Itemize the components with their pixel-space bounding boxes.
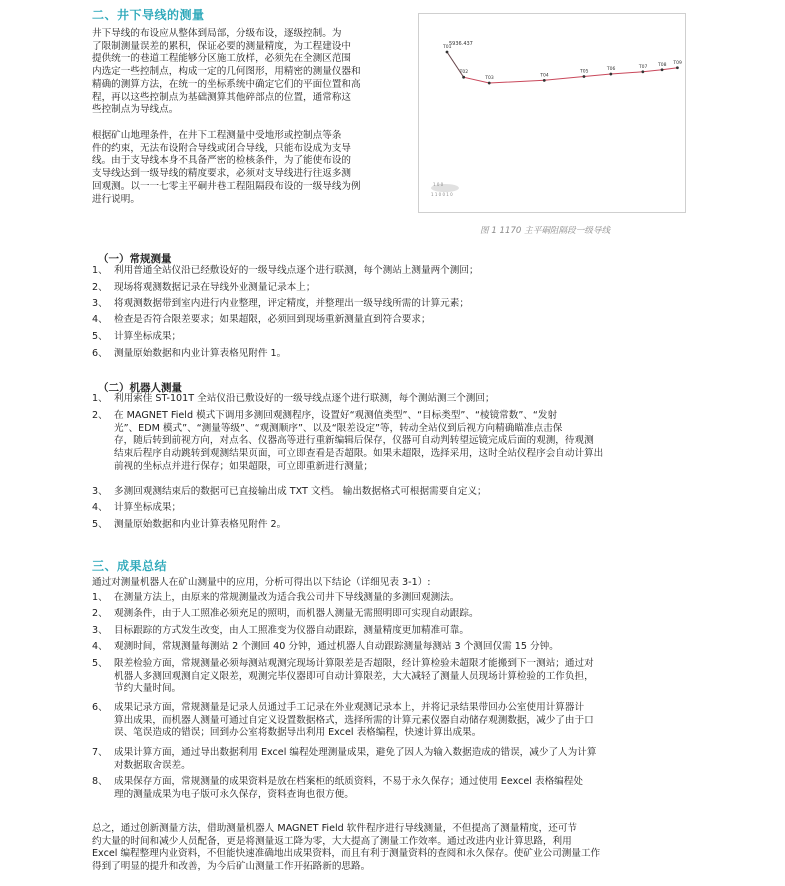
text-line: 目标跟踪的方式发生改变，由人工照准变为仪器自动跟踪，测量精度更加精准可靠。 (114, 625, 469, 636)
list-text (92, 776, 702, 801)
text-line: 对数据取舍误差。 (114, 759, 191, 771)
list-number: 1、 (92, 393, 108, 404)
list-text (92, 747, 702, 772)
text-line: 限差检验方面，常规测量必须每测站观测完现场计算限差是否超限，经计算检验未超限才能搬到下一测站；通过对 (114, 658, 594, 669)
traverse-point (583, 75, 586, 78)
list-item (92, 641, 702, 654)
list-text (92, 298, 702, 311)
text-line: 利用普通全站仪沿已经敷设好的一级导线点逐个进行联测，每个测站上测量两个测回； (114, 265, 479, 276)
list-text (92, 410, 702, 474)
text-line: 程，再以这些控制点为基础测算其他碎部点的位置，通常称这 (92, 91, 352, 103)
traverse-point-label: T09 (673, 60, 682, 66)
list-text (92, 608, 702, 621)
list-number: 3、 (92, 625, 108, 636)
list-number: 2、 (92, 282, 108, 293)
text-line: 了限制测量误差的累积，保证必要的测量精度，为工程建设中 (92, 40, 352, 52)
text-line: 回观测。以一一七零主平硐井巷工程阻隔段布设的一级导线为例 (92, 180, 361, 192)
text-line: 在测量方法上，由原来的常规测量改为适合我公司井下导线测量的多测回观测法。 (114, 592, 460, 603)
start-coordinate-label: 5936.437 (449, 41, 473, 47)
list-item (92, 314, 702, 327)
list-item (92, 265, 702, 278)
subsection-heading: （二）机器人测量 (98, 382, 182, 394)
context-paragraph (92, 130, 412, 206)
list-item (92, 608, 702, 621)
text-line: 计算坐标成果； (114, 502, 182, 513)
list-number: 6、 (92, 348, 108, 359)
section-heading: 二、井下导线的测量 (92, 8, 205, 22)
text-line: 线。由于支导线本身不具备严密的检核条件，为了能使布设的 (92, 155, 352, 167)
text-line: 节约大量时间。 (114, 683, 182, 695)
list-text (92, 486, 702, 499)
list-item (92, 410, 702, 474)
list-item (92, 658, 702, 696)
text-line: 提供统一的巷道工程能够分区施工放样，必须先在全测区范围 (92, 53, 352, 65)
list-number: 4、 (92, 314, 108, 325)
list-number: 6、 (92, 702, 108, 713)
list-item (92, 486, 702, 499)
text-line: 误、笔误造成的错误；回到办公室将数据导出利用 Excel 表格编程，快速计算出成果。 (114, 727, 482, 739)
text-line: 成果记录方面，常规测量是记录人员通过手工记录在外业观测记录本上，并将记录结果带回办公室使用计算器计 (114, 702, 585, 713)
list-item (92, 393, 702, 406)
text-line: 光”、EDM 模式”、“测量等级”、“观测顺序”、以及“限差设定”等，转动全站仪到后视方向精确瞄准点击保 (114, 422, 563, 434)
list-text (92, 282, 702, 295)
text-line: 井下导线的布设应从整体到局部，分级布设，逐级控制。为 (92, 28, 342, 39)
text-line: 检查是否符合限差要求；如果超限，必须回到现场重新测量直到符合要求； (114, 314, 431, 325)
list-text (92, 625, 702, 638)
traverse-point (543, 79, 546, 82)
traverse-point-label: T02 (459, 70, 469, 76)
traverse-point-label: T04 (540, 73, 549, 79)
list-text (92, 519, 702, 532)
list-item (92, 702, 702, 740)
list-number: 8、 (92, 776, 108, 787)
list-text (92, 592, 702, 605)
list-item (92, 298, 702, 311)
text-line: 现场将观测数据记录在导线外业测量记录本上； (114, 282, 316, 293)
text-line: 得到了明显的提升和改善，为今后矿山测量工作开拓路新的思路。 (92, 861, 371, 873)
text-line: 精确的测算方法，在统一的坐标系统中确定它们的平面位置和高 (92, 78, 361, 90)
list-number: 4、 (92, 502, 108, 513)
list-item (92, 502, 702, 515)
list-text (92, 641, 702, 654)
text-line: 观测条件，由于人工照准必须充足的照明，而机器人测量无需照明即可实现自动跟踪。 (114, 608, 479, 619)
text-line: 测量原始数据和内业计算表格见附件 2。 (114, 519, 287, 530)
traverse-figure (418, 13, 686, 213)
text-line: Excel 编程整理内业资料，不但能快速准确地出成果资料，而且有利于测量资料的查阅和永久保存。使矿业公司测量工作 (92, 848, 601, 860)
list-number: 7、 (92, 747, 108, 758)
text-line: 理的测量成果为电子版可永久保存，资料查询也很方便。 (114, 788, 354, 800)
traverse-point (661, 68, 664, 71)
list-text (92, 314, 702, 327)
traverse-point (446, 51, 449, 54)
list-text (92, 658, 702, 696)
list-item (92, 282, 702, 295)
list-item (92, 625, 702, 638)
text-line: 件的约束，无法布设附合导线或闭合导线，只能布设成为支导 (92, 142, 352, 154)
list-text (92, 265, 702, 278)
text-line: 测量原始数据和内业计算表格见附件 1。 (114, 348, 287, 359)
figure-caption: 图 1 1170 主平硐阻隔段一级导线 (480, 226, 611, 236)
text-line: 将观测数据带到室内进行内业整理，评定精度，并整理出一级导线所需的计算元素； (114, 298, 469, 309)
conclusion-intro: 通过对测量机器人在矿山测量中的应用，分析可得出以下结论（详细见表 3-1）: (92, 577, 431, 588)
traverse-point (488, 82, 491, 85)
text-line: 约大量的时间和减少人员配备，更是将测量返工降为零，大大提高了测量工作效率。通过改进内业计算思路，利用 (92, 835, 572, 847)
text-line: 利用索佳 ST-101T 全站仪沿已敷设好的一级导线点逐个进行联测，每个测站测三个测回； (114, 393, 495, 404)
text-line: 算出成果，而机器人测量可通过自定义设置数据格式，选择所需的计算元素仪器自动储存观测数据，减少了由于口 (114, 714, 594, 726)
text-line: 内选定一些控制点，构成一定的几何图形，用精密的测量仪器和 (92, 66, 361, 78)
traverse-point (462, 76, 465, 79)
list-item (92, 747, 702, 772)
traverse-point (641, 70, 644, 73)
traverse-point-label: T01 (443, 45, 452, 50)
list-number: 2、 (92, 608, 108, 619)
text-line: 些控制点为导线点。 (92, 104, 179, 116)
list-text (92, 702, 702, 740)
text-line: 成果计算方面，通过导出数据利用 Excel 编程处理测量成果，避免了因人为输入数据造成的错误，减少了人为计算 (114, 747, 597, 758)
figure-note: 1 1 0 0 1 0 (431, 192, 453, 197)
subsection-heading: （一）常规测量 (98, 253, 172, 265)
text-line: 成果保存方面，常规测量的成果资料是放在档案柜的纸质资料，不易于永久保存；通过使用 Eexcel 表格编程处 (114, 776, 583, 787)
list-text (92, 393, 702, 406)
text-line: 计算坐标成果； (114, 331, 182, 342)
list-item (92, 519, 702, 532)
list-item (92, 776, 702, 801)
list-item (92, 331, 702, 344)
traverse-point-label: T08 (658, 62, 667, 68)
section-heading: 三、成果总结 (92, 559, 168, 573)
text-line: 进行说明。 (92, 193, 140, 205)
text-line: 根据矿山地理条件，在井下工程测量中受地形或控制点等条 (92, 130, 342, 141)
list-number: 4、 (92, 641, 108, 652)
traverse-point-label: T05 (579, 69, 589, 75)
traverse-point-label: T03 (485, 76, 494, 82)
traverse-point-label: T07 (638, 64, 648, 70)
text-line: 支导线达到一级导线的精度要求，必须对支导线进行往返多测 (92, 168, 352, 180)
text-line: 在 MAGNET Field 模式下调用多测回观测程序，设置好“观测值类型”、“目标类型”、“棱镜常数”、“发射 (114, 410, 558, 421)
traverse-point (676, 66, 679, 69)
traverse-plot (419, 14, 685, 212)
list-number: 5、 (92, 658, 108, 669)
traverse-point-label: T06 (606, 67, 616, 73)
list-text (92, 348, 702, 361)
list-text (92, 502, 702, 515)
list-number: 3、 (92, 486, 108, 497)
list-number: 1、 (92, 592, 108, 603)
list-number: 3、 (92, 298, 108, 309)
text-line: 多测回观测结束后的数据可已直接输出成 TXT 文档。 输出数据格式可根据需要自定义； (114, 486, 487, 497)
list-item (92, 348, 702, 361)
text-line: 结束后程序自动跳转到观测结果页面，可立即查看是否超限。如果未超限，选择采用，这时全站仪程序会自动计算出 (114, 448, 604, 460)
list-item (92, 592, 702, 605)
text-line: 机器人多测回观测自定义限差，观测完毕仪器即可自动计算限差，大大减轻了测量人员现场计算检验的工作负担， (114, 670, 594, 682)
list-number: 2、 (92, 410, 108, 421)
list-text (92, 331, 702, 344)
text-line: 总之，通过创新测量方法，借助测量机器人 MAGNET Field 软件程序进行导线测量，不但提高了测量精度，还可节 (92, 823, 578, 834)
text-line: 观测时间，常规测量每测站 2 个测回 40 分钟，通过机器人自动跟踪测量每测站 3 个测回仅需 15 分钟。 (114, 641, 559, 652)
text-line: 存，随后转到前视方向，对点名、仪器高等进行重新编辑后保存，仪器可自动判转望远镜完成后面的观测，待观测 (114, 435, 594, 447)
list-number: 5、 (92, 519, 108, 530)
figure-note: 1 0 0 (433, 182, 444, 187)
intro-paragraph (92, 28, 412, 117)
summary-paragraph (92, 823, 712, 874)
list-number: 5、 (92, 331, 108, 342)
traverse-point (609, 73, 612, 76)
list-number: 1、 (92, 265, 108, 276)
text-line: 前视的坐标点并进行保存；如果超限，可立即重新进行测量； (114, 460, 374, 472)
